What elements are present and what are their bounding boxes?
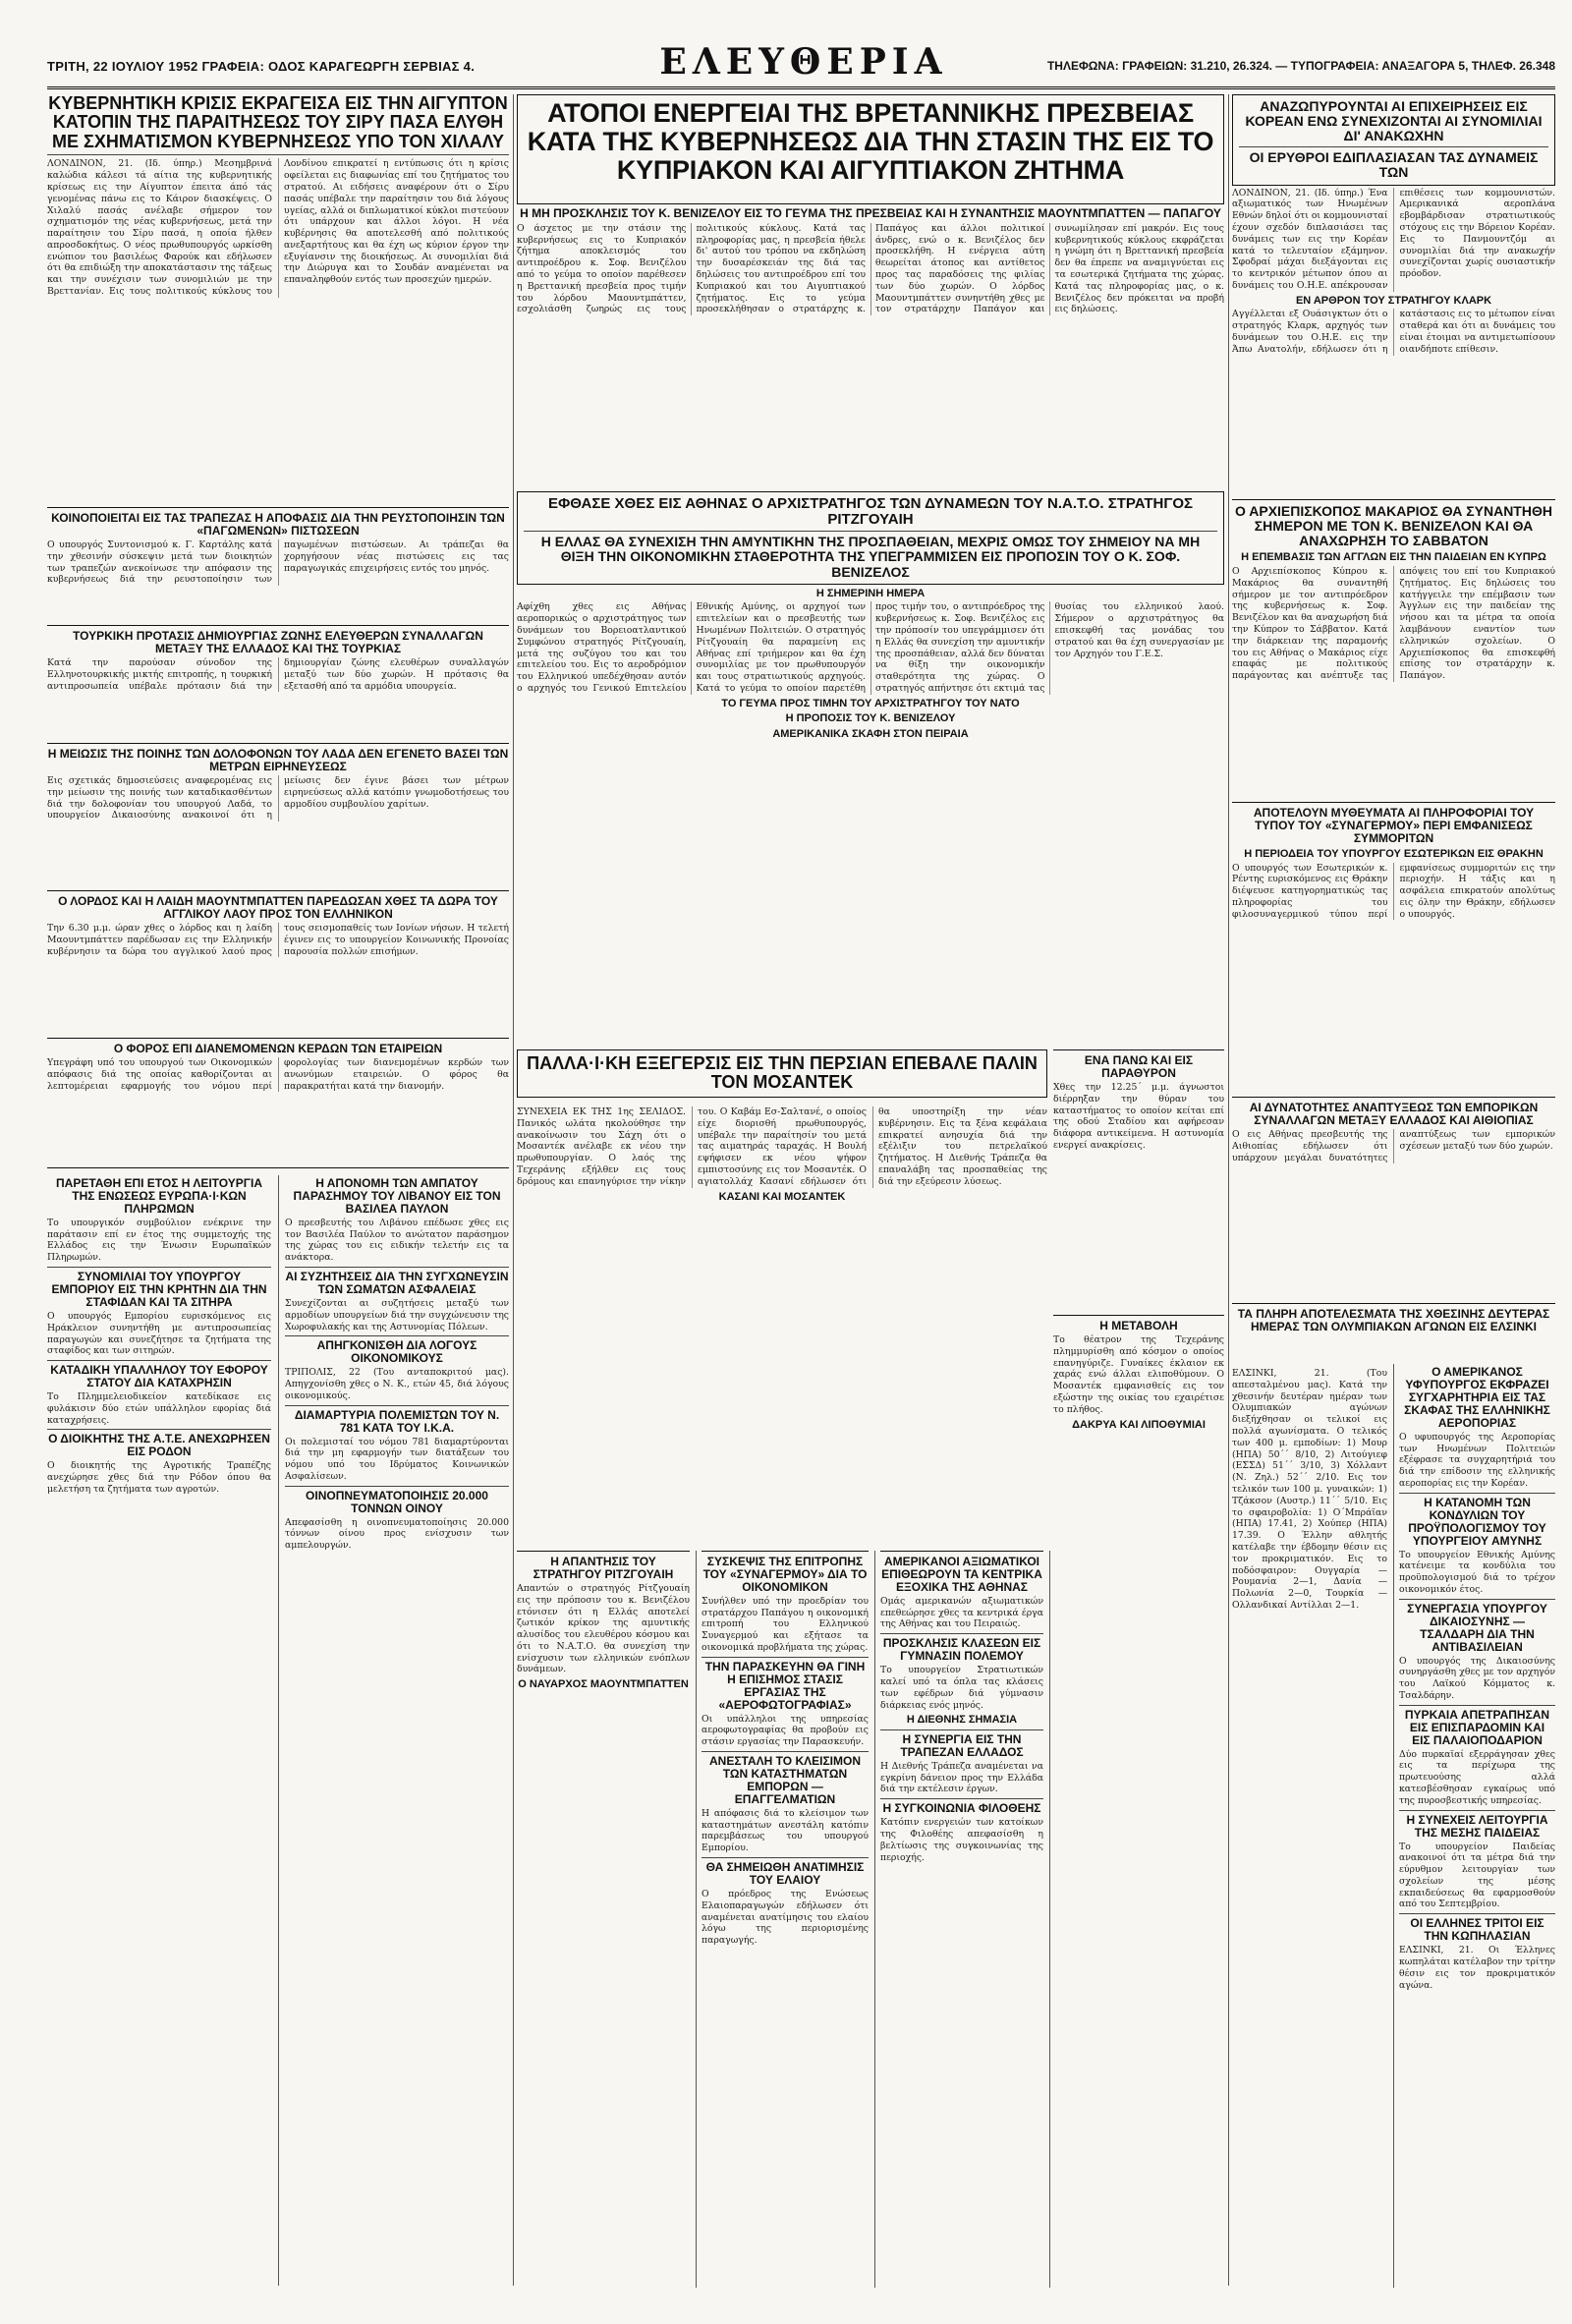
body-egypt: ΛΟΝΔΙΝΟΝ, 21. (Ιδ. ύπηρ.) Μεσημβρινά καλώδια κάλεσι τά αίτια της κυβερνητικής κρίσεως εις την Αίγυπτον έπειτα άπό τάς γενομένας πάνω εις το Κάιρον διασκέψεις. Ο Χιλαλύ πασάς ανέλαβε σήμερον τον σχηματισμόν της νέας κυβερνήσεως, μετά την παραίτησιν του Σίρυ πασά, η οποία ήλθεν απροσδοκήτως. Ο νέος πρωθυπουργός ωρκίσθη ενώπιον του βασιλέως Φαρούκ και εδήλωσεν ότι θα επιδιώξη την αποκατάστασιν της τάξεως και την συνέχισιν των συνομιλιών με την Βρεττανίαν. Εις τους πολιτικούς κύκλους του Λονδίνου επικρατεί η εντύπωσις ότι η κρίσις οφείλεται εις διαφωνίας επί του ζητήματος του στρατού. Αι ειδήσεις αναφέρουν ότι ο Σίρυ πασάς υπέβαλε την παραίτησιν του διά λόγους υγείας, αλλά οι διπλωματικοί κύκλοι πιστεύουν ότι υπάρχουν και άλλοι λόγοι. Η νέα κυβέρνησις θα αποτελεσθή από πολιτικούς ανεξαρτήτους και θα έχη ως κύριον έργον την εξυγίανσιν της διοικήσεως. Αι συνομιλίαι διά την Διώρυγα και το Σουδάν αναμένεται να επαναληφθούν εντός των προσεχών ημερών.	[47, 158, 509, 298]
body-aid: Ο πρεσβευτής του Λιβάνου επέδωσε χθες εις τον Βασιλέα Παύλον το ανώτατον παράσημον της χώρας του εις ειδικήν τελετήν εις τα ανάκτορα.	[285, 1217, 509, 1264]
body-resign: ΤΡΙΠΟΛΙΣ, 22 (Του ανταποκριτού μας). Απηγχονίσθη χθες ο Ν. Κ., ετών 45, διά λόγους οικονομικούς.	[285, 1367, 509, 1401]
headline-ethiopia: ΑΙ ΔΥΝΑΤΟΤΗΤΕΣ ΑΝΑΠΤΥΞΕΩΣ ΤΩΝ ΕΜΠΟΡΙΚΩΝ ΣΥΝΑΛΛΑΓΩΝ ΜΕΤΑΞΥ ΕΛΛΑΔΟΣ ΚΑΙ ΑΙΘΙΟΠΙΑΣ	[1249, 1101, 1539, 1127]
body-ate: Ο διοικητής της Αγροτικής Τραπέζης ανεχώρησε χθες διά την Ρόδον όπου θα μελετήση τα ζητήματα των αγροτών.	[47, 1460, 271, 1495]
headline-kassimon: ΑΝΕΣΤΑΛΗ ΤΟ ΚΛΕΙΣΙΜΟΝ ΤΩΝ ΚΑΤΑΣΤΗΜΑΤΩΝ ΕΜΠΟΡΩΝ — ΕΠΑΓΓΕΛΜΑΤΙΩΝ	[709, 1754, 861, 1806]
headline-greek-tritoi: ΟΙ ΕΛΛΗΝΕΣ ΤΡΙΤΟΙ ΕΙΣ ΤΗΝ ΚΩΠΗΛΑΣΙΑΝ	[1410, 1916, 1544, 1944]
column-center-c	[880, 1551, 1043, 2288]
body-metabolh: Το θέατρον της Τεχεράνης πλημμυρίσθη από κόσμον ο οποίος επανηγύριζε. Γυναίκες έκλαιον εκ χαράς ενώ άλλαι ελιποθύμουν. Ο Μοσαντέκ εμφανισθείς εις τον εξώστην της οικίας του εχαιρέτισε το πλήθος.	[1053, 1333, 1224, 1415]
headline-ridgway-2: Η ΕΛΛΑΣ ΘΑ ΣΥΝΕΧΙΣΗ ΤΗΝ ΑΜΥΝΤΙΚΗΝ ΤΗΣ ΠΡΟΣΠΑΘΕΙΑΝ, ΜΕΧΡΙΣ ΟΜΩΣ ΤΟΥ ΣΗΜΕΙΟΥ ΝΑ ΜΗ ΘΙΞΗ ΤΗΝ ΟΙΚΟΝΟΜΙΚΗΝ ΣΤΑΘΕΡΟΤΗΤΑ ΤΗΣ ΥΠΕΓΡΑΜΜΙΣΕΝ ΕΙΣ ΠΡΟΠΟΣΙΝ ΤΟΥ Ο Κ. ΣΟΦ. ΒΕΝΙΖΕΛΟΣ	[540, 534, 1201, 580]
column-rule-center-1	[696, 1551, 697, 2288]
body-lead: Ο άσχετος με την στάσιν της κυβερνήσεως εις το Κυπριακόν ζήτημα αποκλεισμός του αντιπροέδρου κ. Σοφ. Βενιζέλου από το γεύμα το οποίον παρέθεσεν η Βρεττανική πρεσβεία προς τιμήν του λόρδου Μαουντμπάττεν, εσχολιάσθη ζωηρώς εις τους πολιτικούς κύκλους. Κατά τας πληροφορίας μας, η πρεσβεία ήθελε δι' αυτού του τρόπου να εκδηλώση την δυσαρέσκειάν της διά τας δηλώσεις του αντιπροέδρου επί του Κυπριακού και του Αιγυπτιακού ζητήματος. Εις το γεύμα προσεκλήθησαν ο στρατάρχης κ. Παπάγος και άλλοι πολιτικοί άνδρες, ενώ ο κ. Βενιζέλος δεν προσεκλήθη. Η ενέργεια αύτη θεωρείται άτοπος και αντίθετος προς τας παραδόσεις της φιλίας των δύο χωρών. Ο λόρδος Μαουντμπάττεν συνηντήθη χθες με τον στρατάρχην Παπάγον και συνωμίλησαν επί μακρόν. Εις τους κυβερνητικούς κύκλους εκφράζεται η γνώμη ότι η Βρεττανική πρεσβεία δεν θα έπρεπε να αναμιγνύεται εις τα εσωτερικά ζητήματα της χώρας. Κατά τας πληροφορίας μας, ο κ. Βενιζέλος δεν πρόκειται να προβή εις δηλώσεις.	[517, 222, 1224, 315]
article-pallaiki	[517, 1105, 1047, 1537]
body-katanomh: Το υπουργείον Εθνικής Αμύνης κατένειμε τα κονδύλια του προϋπολογισμού διά το τρέχον οικονομικόν έτος.	[1399, 1549, 1555, 1595]
body-olives: Ο πρόεδρος της Ενώσεως Ελαιοπαραγωγών εδήλωσεν ότι αναμένεται ανατίμησις του ελαίου λόγω της περιορισμένης παραγωγής.	[702, 1888, 869, 1947]
headline-banks: ΚΟΙΝΟΠΟΙΕΙΤΑΙ ΕΙΣ ΤΑΣ ΤΡΑΠΕΖΑΣ Η ΑΠΟΦΑΣΙΣ ΔΙΑ ΤΗΝ ΡΕΥΣΤΟΠΟΙΗΣΙΝ ΤΩΝ «ΠΑΓΩΜΕΝΩΝ» ΠΙΣΤΩΣΕΩΝ	[51, 511, 505, 538]
column-rule-main-left	[513, 94, 514, 2286]
headline-defense: ΤΗΝ ΠΑΡΑΣΚΕΥΗΝ ΘΑ ΓΙΝΗ Η ΕΠΙΣΗΜΟΣ ΣΤΑΣΙΣ ΕΡΓΑΣΙΑΣ ΤΗΣ «ΑΕΡΟΦΩΤΟΓΡΑΦΙΑΣ»	[704, 1659, 866, 1712]
headline-tax: Ο ΦΟΡΟΣ ΕΠΙ ΔΙΑΝΕΜΟΜΕΝΩΝ ΚΕΡΔΩΝ ΤΩΝ ΕΤΑΙΡΕΙΩΝ	[113, 1042, 443, 1055]
column-right-a	[1232, 1366, 1387, 2290]
column-rule-main-right	[1228, 94, 1229, 2286]
divider-left-lower	[47, 1167, 509, 1168]
headline-wine: ΟΙΝΟΠΝΕΥΜΑΤΟΠΟΙΗΣΙΣ 20.000 ΤΟΝΝΩΝ ΟΙΝΟΥ	[306, 1488, 488, 1515]
body-olympics: ΕΛΣΙΝΚΙ, 21. (Του απεσταλμένου μας). Κατά την χθεσινήν δευτέραν ημέραν των Ολυμπιακών αγώνων διεξήχθησαν οι τελικοί εις πολλά αγωνίσματα. Ο τελικός των 400 μ. εμποδίων: 1) Μουρ (ΗΠΑ) 50΄΄ 8/10, 2) Λιτούγιεφ (ΕΣΣΔ) 51΄΄ 3/10, 3) Χόλλαντ (Ν. Ζηλ.) 52΄΄ 2/10. Εις τον τελικόν των 100 μ. γυναικών: 1) Τζάκσον (Αυστρ.) 11΄΄ 5/10. Εις το σφαιροβολία: 1) Ο΄Μπράϊαν (ΗΠΑ) 17.41, 2) Χούπερ (ΗΠΑ) 17.39. Ο Έλλην αθλητής κατέλαβε την έβδομην θέσιν εις τον προκριματικόν. Εις το ποδόσφαιρον: Ουγγαρία — Ρουμανία 2—1, Δανία — Πολωνία 2—0, Τουρκία — Ολλανδικαί Αντίλλαι 2—1.	[1232, 1368, 1387, 1611]
headline-ridgway-reply: Η ΑΠΑΝΤΗΣΙΣ ΤΟΥ ΣΤΡΑΤΗΓΟΥ ΡΙΤΖΓΟΥΑΙΗ	[533, 1555, 674, 1581]
article-tax	[47, 1038, 509, 1156]
body-turkey: Κατά την παρούσαν σύνοδον της Ελληνοτουρκικής μικτής επιτροπής, η τουρκική αντιπροσωπεία υπέβαλε πρότασιν διά την δημιουργίαν ζώνης ελευθέρων συναλλαγών μεταξύ των δύο χωρών. Η πρότασις θα εξετασθή από τα αρμόδια υπουργεία.	[47, 656, 509, 692]
article-lottery	[1053, 1049, 1224, 1305]
column-rule-center-2	[874, 1551, 875, 2288]
column-right-b	[1399, 1366, 1555, 2290]
article-pallaiki-head	[517, 1049, 1047, 1099]
body-american: Ομάς αμερικανών αξιωματικών επεθεώρησε χθες τα κεντρικά έργα της Αθήνας και του Πειραιώς.	[880, 1595, 1043, 1630]
body-makarios: Ο Αρχιεπίσκοπος Κύπρου κ. Μακάριος θα συναντηθή σήμερον με τον αντιπρόεδρον της κυβερνήσεως κ. Σοφ. Βενιζέλον και θα αναχωρήση διά την Κύπρον το Σάββατον. Κατά την διάρκειαν της παραμονής του εις Αθήνας ο Μακάριος είχε επαφάς με πολιτικούς παράγοντας και ανέπτυξε τας απόψεις του επί του Κυπριακού ζητήματος. Εις δηλώσεις του κατήγγειλε την επέμβασιν των Άγγλων εις την παιδείαν της νήσου και τα μέτρα τα οποία λαμβάνουν εναντίον των ελληνικών σχολείων. Ο Αρχιεπίσκοπος θα επισκεφθή επίσης τον στρατάρχην κ. Παπάγον.	[1232, 565, 1555, 682]
headline-taxdesk: Η ΣΥΓΚΟΙΝΩΝΙΑ ΦΙΛΟΘΕΗΣ	[882, 1801, 1041, 1816]
article-egypt	[47, 94, 509, 497]
masthead	[47, 37, 1555, 89]
article-ethiopia	[1232, 1097, 1555, 1293]
body-pallaiki: ΣΥΝΕΧΕΙΑ ΕΚ ΤΗΣ 1ης ΣΕΛΙΔΟΣ. Πανικός ωλάτα ηκολούθησε την ανακοίνωσιν του Σάχη ότι ο Μοσαντέκ ανέλαβε εκ νέου την πρωθυπουργίαν. Ο λαός της Τεχεράνης εξήλθεν εις τους δρόμους και επανηγύρισε την νίκην του. Ο Καβάμ Εσ-Σαλτανέ, ο οποίος είχε διορισθή πρωθυπουργός, υπέβαλε την παραίτησίν του μετά τας αιματηράς ταραχάς. Η Βουλή εψήφισεν εκ νέου ψήφον εμπιστοσύνης εις τον Μοσαντέκ. Ο αγιατολλάχ Κασανί εδήλωσεν ότι θα υποστηρίξη την νέαν κυβέρνησιν. Εις τα ξένα κεφάλαια επικρατεί ανησυχία διά την εξέλιξιν του πετρελαϊκού ζητήματος. Η Διεθνής Τράπεζα θα επαναλάβη τας προσπαθείας της διά την εξεύρεσιν λύσεως.	[517, 1106, 1047, 1187]
body-lottery: Χθες την 12.25΄ μ.μ. άγνωστοι διέρρηξαν την θύραν του καταστήματος το οποίον κείται επί της οδού Σταδίου και αφήρεσαν διάφορα αντικείμενα. Η αστυνομία ενεργεί ανακρίσεις.	[1053, 1081, 1224, 1151]
body-prostasia: Το υπουργείον Στρατιωτικών καλεί υπό τα όπλα τας κλάσεις των εφέδρων διά γύμνασιν διάρκειας ενός μηνός.	[880, 1665, 1043, 1711]
article-lead	[517, 94, 1224, 487]
body-education: Το υπουργείον Παιδείας ανακοινοί ότι τα μέτρα διά την εύρυθμον λειτουργίαν των σχολείων της μέσης εκπαιδεύσεως θα εφαρμοσθούν από του Σεπτεμβρίου.	[1399, 1841, 1555, 1910]
body-athens-fair: Το υπουργικόν συμβούλιον ενέκρινε την παράτασιν επί εν έτος της συμμετοχής της Ελλάδος εις την Ένωσιν Ευρωπαϊκών Πληρωμών.	[47, 1217, 271, 1264]
body-defense: Οι υπάλληλοι της υπηρεσίας αεροφωτογραφίας θα προβούν εις στάσιν εργασίας την Παρασκευήν.	[702, 1713, 869, 1748]
subhead-prostasia: Η ΔΙΕΘΝΗΣ ΣΗΜΑΣΙΑ	[906, 1714, 1018, 1727]
column-center-a	[517, 1551, 690, 2288]
body-ridgway-reply: Απαντών ο στρατηγός Ρίτζγουαίη εις την πρόποσιν του κ. Βενιζέλου ετόνισεν ότι η Ελλάς αποτελεί ζωτικόν κρίκον της αμυντικής αλυσίδος του ελευθέρου κόσμου και ότι το Ν.Α.Τ.Ο. θα συνεχίση την ενίσχυσιν των ελληνικών ενόπλων δυνάμεων.	[517, 1582, 690, 1675]
article-ridgway	[517, 491, 1224, 1042]
body-korea-2: Αγγέλλεται εξ Ουάσιγκτων ότι ο στρατηγός Κλαρκ, αρχηγός των δυνάμεων του Ο.Η.Ε. εις την Άπω Ανατολήν, εδήλωσεν ότι η κατάστασις εις το μέτωπον είναι σταθερά και ότι αι δυνάμεις του είναι έτοιμαι να αντιμετωπίσουν οιανδήποτε επίθεσιν.	[1232, 309, 1555, 355]
body-greek-bank: Η Διεθνής Τράπεζα αναμένεται να εγκρίνη δάνειον προς την Ελλάδα διά την εκτέλεσιν έργων.	[880, 1760, 1043, 1795]
column-left-a	[47, 1177, 271, 2288]
body-mountbatten: Την 6.30 μ.μ. ώραν χθες ο λόρδος και η λαίδη Μαουντμπάττεν παρέδωσαν εις την Ελληνικήν κυβέρνησιν τα δώρα του αγγλικού λαού προς τους σεισμοπαθείς των Ιονίων νήσων. Η τελετή έγινεν εις το υπουργείον Κοινωνικής Προνοίας παρουσία πολλών επισήμων.	[47, 922, 509, 957]
article-makarios	[1232, 499, 1555, 794]
body-arrest: Το Πλημμελειοδικείον κατεδίκασε εις φυλάκισιν δύο ετών υπάλληλον εφορίας διά καταχρήσεις.	[47, 1391, 271, 1426]
subhead-pallaiki: ΚΑΣΑΝΙ ΚΑΙ ΜΟΣΑΝΤΕΚ	[718, 1190, 846, 1203]
headline-lottery: ΕΝΑ ΠΑΝΩ ΚΑΙ ΕΙΣ ΠΑΡΑΘΥΡΟΝ	[1084, 1053, 1194, 1080]
body-tax: Υπεγράφη υπό του υπουργού των Οικονομικών απόφασις διά της οποίας καθορίζονται αι λεπτομέρειαι εφαρμογής του νόμου περί φορολογίας των διανεμομένων κερδών των ανωνύμων εταιρειών. Ο φόρος θα παρακρατήται κατά την διανομήν.	[47, 1056, 509, 1092]
headline-makarios: Ο ΑΡΧΙΕΠΙΣΚΟΠΟΣ ΜΑΚΑΡΙΟΣ ΘΑ ΣΥΝΑΝΤΗΘΗ ΣΗΜΕΡΟΝ ΜΕ ΤΟΝ Κ. ΒΕΝΙΖΕΛΟΝ ΚΑΙ ΘΑ ΑΝΑΧΩΡΗΣΗ ΤΟ ΣΑΒΒΑΤΟΝ	[1235, 503, 1552, 549]
column-rule-right	[1393, 1364, 1394, 2288]
headline-american: ΑΜΕΡΙΚΑΝΟΙ ΑΞΙΩΜΑΤΙΚΟΙ ΕΠΙΘΕΩΡΟΥΝ ΤΑ ΚΕΝΤΡΙΚΑ ΕΞΟΧΙΚΑ ΤΗΣ ΑΘΗΝΑΣ	[881, 1555, 1042, 1594]
body-aviation: Ο υφυπουργός της Αεροπορίας των Ηνωμένων Πολιτειών εξέφρασε τα συγχαρητήριά του διά την επίδοσιν της ελληνικής αεροπορίας εις την Κορέαν.	[1399, 1431, 1555, 1489]
body-ethiopia: Ο εις Αθήνας πρεσβευτής της Αιθιοπίας εδήλωσεν ότι υπάρχουν μεγάλαι δυνατότητες αναπτύξεως των εμπορικών σχέσεων μεταξύ των δύο χωρών.	[1232, 1128, 1555, 1163]
headline-olympics: ΤΑ ΠΛΗΡΗ ΑΠΟΤΕΛΕΣΜΑΤΑ ΤΗΣ ΧΘΕΣΙΝΗΣ ΔΕΥΤΕΡΑΣ ΗΜΕΡΑΣ ΤΩΝ ΟΛΥΜΠΙΑΚΩΝ ΑΓΩΝΩΝ ΕΙΣ ΕΛΣΙΝΚΙ	[1237, 1307, 1550, 1333]
subhead-press: Η ΠΕΡΙΟΔΕΙΑ ΤΟΥ ΥΠΟΥΡΓΟΥ ΕΣΩΤΕΡΙΚΩΝ ΕΙΣ ΘΡΑΚΗΝ	[1244, 847, 1544, 860]
headline-safety: ΑΙ ΣΥΖΗΤΗΣΕΙΣ ΔΙΑ ΤΗΝ ΣΥΓΧΩΝΕΥΣΙΝ ΤΩΝ ΣΩΜΑΤΩΝ ΑΣΦΑΛΕΙΑΣ	[285, 1270, 509, 1296]
article-press	[1232, 802, 1555, 1087]
newspaper-page	[47, 37, 1555, 2297]
headline-prostasia: ΠΡΟΣΚΛΗΣΙΣ ΚΛΑΣΕΩΝ ΕΙΣ ΓΥΜΝΑΣΙΝ ΠΟΛΕΜΟΥ	[882, 1636, 1041, 1664]
headline-lead: ΑΤΟΠΟΙ ΕΝΕΡΓΕΙΑΙ ΤΗΣ ΒΡΕΤΑΝΝΙΚΗΣ ΠΡΕΣΒΕΙΑΣ ΚΑΤΑ ΤΗΣ ΚΥΒΕΡΝΗΣΕΩΣ ΔΙΑ ΤΗΝ ΣΤΑΣΙΝ ΤΗΣ ΕΙΣ ΤΟ ΚΥΠΡΙΑΚΟΝ ΚΑΙ ΑΙΓΥΠΤΙΑΚΟΝ ΖΗΤΗΜΑ	[527, 98, 1214, 186]
body-kassimon: Η απόφασις διά το κλείσιμον των καταστημάτων ανεστάλη κατόπιν παρεμβάσεως του υπουργού Εμπορίου.	[702, 1807, 869, 1854]
headline-korea-2: ΟΙ ΕΡΥΘΡΟΙ ΕΔΙΠΛΑΣΙΑΣΑΝ ΤΑΣ ΔΥΝΑΜΕΙΣ ΤΩΝ	[1249, 149, 1539, 181]
subhead-makarios: Η ΕΠΕΜΒΑΣΙΣ ΤΩΝ ΑΓΓΛΩΝ ΕΙΣ ΤΗΝ ΠΑΙΔΕΙΑΝ ΕΝ ΚΥΠΡΩ	[1241, 551, 1546, 564]
article-metabolh	[1053, 1315, 1224, 1551]
subhead-ridgway-2: ΤΟ ΓΕΥΜΑ ΠΡΟΣ ΤΙΜΗΝ ΤΟΥ ΑΡΧΙΣΤΡΑΤΗΓΟΥ ΤΟΥ ΝΑΤΟ	[721, 697, 1020, 709]
headline-ridgway: ΕΦΘΑΣΕ ΧΘΕΣ ΕΙΣ ΑΘΗΝΑΣ Ο ΑΡΧΙΣΤΡΑΤΗΓΟΣ ΤΩΝ ΔΥΝΑΜΕΩΝ ΤΟΥ Ν.Α.Τ.Ο. ΣΤΡΑΤΗΓΟΣ ΡΙΤΖΓΟΥΑΙΗ	[547, 495, 1194, 529]
subhead-lead: Η ΜΗ ΠΡΟΣΚΛΗΣΙΣ ΤΟΥ Κ. ΒΕΝΙΖΕΛΟΥ ΕΙΣ ΤΟ ΓΕΥΜΑ ΤΗΣ ΠΡΕΣΒΕΙΑΣ ΚΑΙ Η ΣΥΝΑΝΤΗΣΙΣ ΜΑΟΥΝΤΜΠΑΤΤΕΝ — ΠΑΠΑΓΟΥ	[520, 206, 1221, 220]
body-cooperation: Ο υπουργός της Δικαιοσύνης συνηργάσθη χθες με τον αρχηγόν του Λαϊκού Κόμματος κ. Τσαλδάρην.	[1399, 1655, 1555, 1701]
newspaper-title: ΕΛΕΥΘΕΡΙΑ	[659, 41, 948, 83]
body-minister-ministry: Ο υπουργός Εμπορίου ευρισκόμενος εις Ηράκλειον συνηντήθη με αντιπροσωπείας παραγωγών και συνεζήτησε τα ζητήματα της σταφίδος και των σιτηρών.	[47, 1310, 271, 1357]
headline-greek-bank: Η ΣΥΝΕΡΓΙΑ ΕΙΣ ΤΗΝ ΤΡΑΠΕΖΑΝ ΕΛΛΑΔΟΣ	[900, 1731, 1024, 1759]
article-banks	[47, 507, 509, 615]
article-korea	[1232, 94, 1555, 487]
column-rule-center-3	[1049, 1551, 1050, 2288]
headline-veterans: ΔΙΑΜΑΡΤΥΡΙΑ ΠΟΛΕΜΙΣΤΩΝ ΤΟΥ Ν. 781 ΚΑΤΑ ΤΟΥ Ι.Κ.Α.	[294, 1407, 500, 1435]
column-left-b	[285, 1177, 509, 2288]
body-safety: Συνεχίζονται αι συζητήσεις μεταξύ των αρμοδίων υπουργείων διά την συγχώνευσιν της Χωροφυλακής και της Αστυνομίας Πόλεων.	[285, 1297, 509, 1332]
headline-arrest: ΚΑΤΑΔΙΚΗ ΥΠΑΛΛΗΛΟΥ ΤΟΥ ΕΦΟΡΟΥ ΣΤΑΤΟΥ ΔΙΑ ΚΑΤΑΧΡΗΣΙΝ	[50, 1363, 268, 1390]
headline-katanomh: Η ΚΑΤΑΝΟΜΗ ΤΩΝ ΚΟΝΔΥΛΙΩΝ ΤΟΥ ΠΡΟΫΠΟΛΟΓΙΣΜΟΥ ΤΟΥ ΥΠΟΥΡΓΕΙΟΥ ΑΜΥΝΗΣ	[1408, 1495, 1546, 1548]
body-ridgway: Αφίχθη χθες εις Αθήνας αεροπορικώς ο αρχιστράτηγος των δυνάμεων του Βορειοατλαντικού Συμφώνου στρατηγός Ρίτζγουαίη, μετά της συζύγου του και του επιτελείου του. Εις το αεροδρόμιον του Ελληνικού υπεδέχθησαν αυτόν ο αρχηγός του Γενικού Επιτελείου Εθνικής Αμύνης, οι αρχηγοί των επιτελείων και ο πρεσβευτής των Ηνωμένων Πολιτειών. Ο στρατηγός Ρίτζγουαίη θα παραμείνη εις Αθήνας επί τριήμερον και θα έχη συνομιλίας με τον πρωθυπουργόν και τους στρατιωτικούς αρχηγούς. Κατά το γεύμα το οποίον παρετέθη προς τιμήν του, ο αντιπρόεδρος της κυβερνήσεως κ. Σοφ. Βενιζέλος εις την πρόποσίν του υπεγράμμισεν ότι η Ελλάς θα συνεχίση την αμυντικήν της προσπάθειαν, αλλά δεν δύναται να θίξη την οικονομικήν σταθερότητα της χώρας. Ο στρατηγός απήντησε ότι εκτιμά τας θυσίας του ελληνικού λαού. Σήμερον ο αρχιστράτηγος θα επισκεφθή τας μονάδας του στρατού και θα έχη συνεργασίαν με τον Αρχηγόν του Γ.Ε.Σ.	[517, 601, 1224, 694]
headline-korea: ΑΝΑΖΩΠΥΡΟΥΝΤΑΙ ΑΙ ΕΠΙΧΕΙΡΗΣΕΙΣ ΕΙΣ ΚΟΡΕΑΝ ΕΝΩ ΣΥΝΕΧΙΖΟΝΤΑΙ ΑΙ ΣΥΝΟΜΙΛΙΑΙ ΔΙ' ΑΝΑΚΩΧΗΝ	[1245, 98, 1543, 144]
subhead-ridgway-4: ΑΜΕΡΙΚΑΝΙΚΑ ΣΚΑΦΗ ΣΤΟΝ ΠΕΙΡΑΙΑ	[772, 728, 969, 740]
column-rule-left	[278, 1175, 279, 2286]
body-greek-tritoi: ΕΛΣΙΝΚΙ, 21. Οι Έλληνες κωπηλάται κατέλαβον την τρίτην θέσιν εις τον προκριματικόν αγώνα.	[1399, 1945, 1555, 1991]
headline-mountbatten: Ο ΛΟΡΔΟΣ ΚΑΙ Η ΛΑΙΔΗ ΜΑΟΥΝΤΜΠΑΤΤΕΝ ΠΑΡΕΔΩΣΑΝ ΧΘΕΣ ΤΑ ΔΩΡΑ ΤΟΥ ΑΓΓΛΙΚΟΥ ΛΑΟΥ ΠΡΟΣ ΤΟΝ ΕΛΛΗΝΙΚΟΝ	[58, 894, 498, 921]
body-economic: Συνήλθεν υπό την προεδρίαν του στρατάρχου Παπάγου η οικονομική επιτροπή του Ελληνικού Συναγερμού και εξήτασε τα οικονομικά προβλήματα της χώρας.	[702, 1595, 869, 1654]
body-korea: ΛΟΝΔΙΝΟΝ, 21. (Ιδ. ύπηρ.) Ένα αξιωματικός των Ηνωμένων Εθνών δηλοί ότι οι κομμουνισταί έχουν σχεδόν διπλασιάσει τας δυνάμεις των εις την Κορέαν κατά το τελευταίον εξάμηνον. Σφοδραί μάχαι διεξάγονται εις το κεντρικόν μέτωπον όπου αι δυνάμεις του Ο.Η.Ε. απέκρουσαν επιθέσεις των κομμουνιστών. Αμερικανικά αεροπλάνα εβομβάρδισαν στρατιωτικούς στόχους εις την Βόρειον Κορέαν. Εις το Πανμουντζόμ αι συνομιλίαι διά την ανακωχήν συνεχίζονται χωρίς ουσιαστικήν πρόοδον.	[1232, 187, 1555, 291]
headline-athens-fair: ΠΑΡΕΤΑΘΗ ΕΠΙ ΕΤΟΣ Η ΛΕΙΤΟΥΡΓΙΑ ΤΗΣ ΕΝΩΣΕΩΣ ΕΥΡΩΠΑ·Ι·ΚΩΝ ΠΛΗΡΩΜΩΝ	[55, 1177, 262, 1216]
headline-economic: ΣΥΣΚΕΨΙΣ ΤΗΣ ΕΠΙΤΡΟΠΗΣ ΤΟΥ «ΣΥΝΑΓΕΡΜΟΥ» ΔΙΑ ΤΟ ΟΙΚΟΝΟΜΙΚΟΝ	[702, 1555, 868, 1594]
article-turkey	[47, 625, 509, 733]
subhead-ridgway-1: Η ΣΗΜΕΡΙΝΗ ΗΜΕΡΑ	[815, 587, 926, 599]
headline-minister-ministry: ΣΥΝΟΜΙΛΙΑΙ ΤΟΥ ΥΠΟΥΡΓΟΥ ΕΜΠΟΡΙΟΥ ΕΙΣ ΤΗΝ ΚΡΗΤΗΝ ΔΙΑ ΤΗΝ ΣΤΑΦΙΔΑΝ ΚΑΙ ΤΑ ΣΙΤΗΡΑ	[51, 1270, 267, 1309]
headline-traitors: Η ΜΕΙΩΣΙΣ ΤΗΣ ΠΟΙΝΗΣ ΤΩΝ ΔΟΛΟΦΟΝΩΝ ΤΟΥ ΛΑΔΑ ΔΕΝ ΕΓΕΝΕΤΟ ΒΑΣΕΙ ΤΩΝ ΜΕΤΡΩΝ ΕΙΡΗΝΕΥΣΕΩΣ	[47, 747, 509, 773]
headline-press: ΑΠΟΤΕΛΟΥΝ ΜΥΘΕΥΜΑΤΑ ΑΙ ΠΛΗΡΟΦΟΡΙΑΙ ΤΟΥ ΤΥΠΟΥ ΤΟΥ «ΣΥΝΑΓΕΡΜΟΥ» ΠΕΡΙ ΕΜΦΑΝΙΣΕΩΣ ΣΥΜΜΟΡΙΤΩΝ	[1253, 806, 1535, 845]
article-olympics-head	[1232, 1303, 1555, 1362]
headline-ate: Ο ΔΙΟΙΚΗΤΗΣ ΤΗΣ Α.Τ.Ε. ΑΝΕΧΩΡΗΣΕΝ ΕΙΣ ΡΟΔΟΝ	[48, 1432, 270, 1459]
headline-aviation: Ο ΑΜΕΡΙΚΑΝΟΣ ΥΦΥΠΟΥΡΓΟΣ ΕΚΦΡΑΖΕΙ ΣΥΓΧΑΡΗΤΗΡΙΑ ΕΙΣ ΤΑΣ ΣΚΑΦΑΣ ΤΗΣ ΕΛΛΗΝΙΚΗΣ ΑΕΡΟΠΟΡΙΑΣ	[1404, 1366, 1550, 1430]
headline-pallaiki: ΠΑΛΛΑ·Ι·ΚΗ ΕΞΕΓΕΡΣΙΣ ΕΙΣ ΤΗΝ ΠΕΡΣΙΑΝ ΕΠΕΒΑΛΕ ΠΑΛΙΝ ΤΟΝ ΜΟΣΑΝΤΕΚ	[527, 1053, 1038, 1093]
masthead-date-address: ΤΡΙΤΗ, 22 ΙΟΥΛΙΟΥ 1952 ΓΡΑΦΕΙΑ: ΟΔΟΣ ΚΑΡΑΓΕΩΡΓΗ ΣΕΡΒΙΑΣ 4.	[47, 59, 476, 74]
headline-aid: Η ΑΠΟΝΟΜΗ ΤΩΝ ΑΜΠΑΤΟΥ ΠΑΡΑΣΗΜΟΥ ΤΟΥ ΛΙΒΑΝΟΥ ΕΙΣ ΤΟΝ ΒΑΣΙΛΕΑ ΠΑΥΛΟΝ	[293, 1177, 501, 1216]
article-mountbatten	[47, 890, 509, 1028]
headline-metabolh: Η ΜΕΤΑΒΟΛΗ	[1099, 1319, 1178, 1332]
headline-olives: ΘΑ ΣΗΜΕΙΩΘΗ ΑΝΑΤΙΜΗΣΙΣ ΤΟΥ ΕΛΑΙΟΥ	[705, 1860, 865, 1887]
body-wine: Απεφασίσθη η οινοπνευματοποίησις 20.000 τόννων οίνου προς ενίσχυσιν των αμπελουργών.	[285, 1516, 509, 1552]
masthead-phones: ΤΗΛΕΦΩΝΑ: ΓΡΑΦΕΙΩΝ: 31.210, 26.324. — ΤΥΠΟΓΡΑΦΕΙΑ: ΑΝΑΞΑΓΟΡΑ 5, ΤΗΛΕΦ. 26.348	[1046, 59, 1555, 73]
subhead-ridgway-3: Η ΠΡΟΠΟΣΙΣ ΤΟΥ Κ. ΒΕΝΙΖΕΛΟΥ	[785, 712, 956, 725]
headline-education: Η ΣΥΝΕΧΕΙΣ ΛΕΙΤΟΥΡΓΙΑ ΤΗΣ ΜΕΣΗΣ ΠΑΙΔΕΙΑΣ	[1406, 1812, 1548, 1840]
subhead-korea: ΕΝ ΑΡΘΡΟΝ ΤΟΥ ΣΤΡΑΤΗΓΟΥ ΚΛΑΡΚ	[1295, 294, 1492, 307]
headline-cooperation: ΣΥΝΕΡΓΑΣΙΑ ΥΠΟΥΡΓΟΥ ΔΙΚΑΙΟΣΥΝΗΣ — ΤΣΑΛΔΑΡΗ ΔΙΑ ΤΗΝ ΑΝΤΙΒΑΣΙΛΕΙΑΝ	[1407, 1601, 1547, 1654]
body-traitors: Εις σχετικάς δημοσιεύσεις αναφερομένας εις την μείωσιν της ποινής των καταδικασθέντων διά την δολοφονίαν του υπουργού Λαδά, το υπουργείον Δικαιοσύνης ανακοινοί ότι η μείωσις δεν έγινε βάσει των μέτρων ειρηνεύσεως αλλά κατόπιν γνωμοδοτήσεως του αρμοδίου συμβουλίου χαρίτων.	[47, 774, 509, 822]
headline-fire: ΠΥΡΚΑΙΑ ΑΠΕΤΡΑΠΗΣΑΝ ΕΙΣ ΕΠΙΣΠΑΡΔΟΜΙΝ ΚΑΙ ΕΙΣ ΠΑΛΑΙΟΠΟΔΑΡΙΟΝ	[1404, 1707, 1550, 1747]
body-press: Ο υπουργός των Εσωτερικών κ. Ρέντης ευρισκόμενος εις Θράκην διέψευσε κατηγορηματικώς τας πληροφορίας του φιλοσυναγερμικού τύπου περί εμφανίσεως συμμοριτών εις την περιοχήν. Η τάξις και η ασφάλεια επικρατούν απολύτως εις όλην την Θράκην, εδήλωσεν ο υπουργός.	[1232, 862, 1555, 920]
column-center-b	[702, 1551, 869, 2288]
headline-turkey: ΤΟΥΡΚΙΚΗ ΠΡΟΤΑΣΙΣ ΔΗΜΙΟΥΡΓΙΑΣ ΖΩΝΗΣ ΕΛΕΥΘΕΡΩΝ ΣΥΝΑΛΛΑΓΩΝ ΜΕΤΑΞΥ ΤΗΣ ΕΛΛΑΔΟΣ ΚΑΙ ΤΗΣ ΤΟΥΡΚΙΑΣ	[73, 629, 483, 655]
body-fire: Δύο πυρκαϊαί εξερράγησαν χθες εις τα περίχωρα της πρωτευούσης αλλά κατεσβέσθησαν εγκαίρως υπό της πυροσβεστικής υπηρεσίας.	[1399, 1748, 1555, 1806]
headline-resign: ΑΠΗΓΚΟΝΙΣΘΗ ΔΙΑ ΛΟΓΟΥΣ ΟΙΚΟΝΟΜΙΚΟΥΣ	[316, 1338, 477, 1366]
headline-egypt: ΚΥΒΕΡΝΗΤΙΚΗ ΚΡΙΣΙΣ ΕΚΡΑΓΕΙΣΑ ΕΙΣ ΤΗΝ ΑΙΓΥΠΤΟΝ ΚΑΤΟΠΙΝ ΤΗΣ ΠΑΡΑΙΤΗΣΕΩΣ ΤΟΥ ΣΙΡΥ ΠΑΣΑ ΕΛΥΘΗ ΜΕ ΣΧΗΜΑΤΙΣΜΟΝ ΚΥΒΕΡΝΗΣΕΩΣ ΥΠΟ ΤΟΝ ΧΙΛΑΛΥ	[48, 94, 508, 151]
article-traitors	[47, 743, 509, 880]
subhead-ridgway-reply: Ο ΝΑΥΑΡΧΟΣ ΜΑΟΥΝΤΜΠΑΤΤΕΝ	[518, 1678, 689, 1691]
body-banks: Ο υπουργός Συντονισμού κ. Γ. Καρτάλης κατά την χθεσινήν σύσκεψιν μετά των διοικητών των τραπεζών ανεκοίνωσε την απόφασιν της κυβερνήσεως διά την ρευστοποίησιν των παγωμένων πιστώσεων. Αι τράπεζαι θα χορηγήσουν νέας πιστώσεις εις τας παραγωγικάς επιχειρήσεις εντός του μηνός.	[47, 538, 509, 586]
body-veterans: Οι πολεμισταί του νόμου 781 διαμαρτύρονται διά την μη εφαρμογήν των διατάξεων του νόμου υπό του Ιδρύματος Κοινωνικών Ασφαλίσεων.	[285, 1436, 509, 1482]
subhead-metabolh: ΔΑΚΡΥΑ ΚΑΙ ΛΙΠΟΘΥΜΙΑΙ	[1072, 1418, 1206, 1431]
body-taxdesk: Κατόπιν ενεργειών των κατοίκων της Φιλοθέης απεφασίσθη η βελτίωσις της συγκοινωνίας της περιοχής.	[880, 1817, 1043, 1863]
